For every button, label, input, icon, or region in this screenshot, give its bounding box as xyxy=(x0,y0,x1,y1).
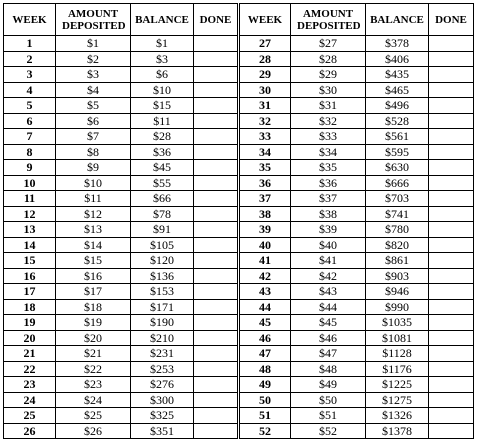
week-left-cell: 4 xyxy=(4,82,56,98)
table-header xyxy=(4,4,474,36)
amount-left-cell: $4 xyxy=(56,82,131,98)
balance-left-cell: $276 xyxy=(131,377,194,393)
week-right-cell: 40 xyxy=(239,237,291,253)
balance-right-cell: $1326 xyxy=(366,408,429,424)
table-row xyxy=(4,129,474,145)
header-week-right: WEEK xyxy=(239,4,291,36)
done-right-checkbox-cell[interactable] xyxy=(429,284,474,300)
balance-right-cell: $528 xyxy=(366,113,429,129)
done-left-checkbox-cell[interactable] xyxy=(194,160,239,176)
week-left-cell: 16 xyxy=(4,268,56,284)
balance-left-cell: $15 xyxy=(131,98,194,114)
week-left-cell: 26 xyxy=(4,423,56,439)
amount-left-cell: $1 xyxy=(56,36,131,52)
week-left-cell: 7 xyxy=(4,129,56,145)
week-right-cell: 49 xyxy=(239,377,291,393)
amount-left-cell: $7 xyxy=(56,129,131,145)
table-row xyxy=(4,423,474,439)
balance-left-cell: $91 xyxy=(131,222,194,238)
balance-right-cell: $946 xyxy=(366,284,429,300)
done-left-checkbox-cell[interactable] xyxy=(194,346,239,362)
balance-right-cell: $703 xyxy=(366,191,429,207)
balance-left-cell: $120 xyxy=(131,253,194,269)
amount-right-cell: $45 xyxy=(291,315,366,331)
table-row xyxy=(4,67,474,83)
week-left-cell: 15 xyxy=(4,253,56,269)
done-right-checkbox-cell[interactable] xyxy=(429,113,474,129)
balance-right-cell: $435 xyxy=(366,67,429,83)
week-right-cell: 32 xyxy=(239,113,291,129)
amount-left-cell: $18 xyxy=(56,299,131,315)
amount-right-cell: $32 xyxy=(291,113,366,129)
table-row xyxy=(4,346,474,362)
done-right-checkbox-cell[interactable] xyxy=(429,408,474,424)
amount-left-cell: $8 xyxy=(56,144,131,160)
table-row xyxy=(4,315,474,331)
done-right-checkbox-cell[interactable] xyxy=(429,98,474,114)
week-left-cell: 22 xyxy=(4,361,56,377)
done-right-checkbox-cell[interactable] xyxy=(429,144,474,160)
week-left-cell: 12 xyxy=(4,206,56,222)
balance-right-cell: $595 xyxy=(366,144,429,160)
done-left-checkbox-cell[interactable] xyxy=(194,51,239,67)
balance-right-cell: $1378 xyxy=(366,423,429,439)
table-row xyxy=(4,299,474,315)
done-left-checkbox-cell[interactable] xyxy=(194,175,239,191)
amount-left-cell: $9 xyxy=(56,160,131,176)
balance-left-cell: $36 xyxy=(131,144,194,160)
amount-left-cell: $2 xyxy=(56,51,131,67)
amount-left-cell: $17 xyxy=(56,284,131,300)
amount-right-cell: $43 xyxy=(291,284,366,300)
done-left-checkbox-cell[interactable] xyxy=(194,330,239,346)
balance-right-cell: $820 xyxy=(366,237,429,253)
done-right-checkbox-cell[interactable] xyxy=(429,253,474,269)
header-amount-left: AMOUNT DEPOSITED xyxy=(56,4,131,36)
week-right-cell: 37 xyxy=(239,191,291,207)
amount-left-cell: $19 xyxy=(56,315,131,331)
done-right-checkbox-cell[interactable] xyxy=(429,51,474,67)
week-left-cell: 3 xyxy=(4,67,56,83)
done-right-checkbox-cell[interactable] xyxy=(429,82,474,98)
balance-left-cell: $55 xyxy=(131,175,194,191)
week-left-cell: 23 xyxy=(4,377,56,393)
table-row xyxy=(4,191,474,207)
balance-left-cell: $6 xyxy=(131,67,194,83)
amount-right-cell: $28 xyxy=(291,51,366,67)
savings-challenge-sheet xyxy=(3,3,474,438)
done-left-checkbox-cell[interactable] xyxy=(194,222,239,238)
table-row xyxy=(4,113,474,129)
balance-left-cell: $325 xyxy=(131,408,194,424)
week-right-cell: 42 xyxy=(239,268,291,284)
balance-left-cell: $105 xyxy=(131,237,194,253)
balance-left-cell: $153 xyxy=(131,284,194,300)
week-left-cell: 25 xyxy=(4,408,56,424)
balance-right-cell: $465 xyxy=(366,82,429,98)
done-left-checkbox-cell[interactable] xyxy=(194,268,239,284)
week-left-cell: 17 xyxy=(4,284,56,300)
week-right-cell: 43 xyxy=(239,284,291,300)
week-right-cell: 38 xyxy=(239,206,291,222)
done-left-checkbox-cell[interactable] xyxy=(194,67,239,83)
week-right-cell: 41 xyxy=(239,253,291,269)
done-right-checkbox-cell[interactable] xyxy=(429,423,474,439)
done-right-checkbox-cell[interactable] xyxy=(429,346,474,362)
done-left-checkbox-cell[interactable] xyxy=(194,253,239,269)
amount-left-cell: $16 xyxy=(56,268,131,284)
week-left-cell: 2 xyxy=(4,51,56,67)
done-left-checkbox-cell[interactable] xyxy=(194,113,239,129)
done-right-checkbox-cell[interactable] xyxy=(429,330,474,346)
header-balance-left: BALANCE xyxy=(131,4,194,36)
week-right-cell: 50 xyxy=(239,392,291,408)
table-body xyxy=(4,36,474,439)
done-right-checkbox-cell[interactable] xyxy=(429,175,474,191)
amount-right-cell: $42 xyxy=(291,268,366,284)
week-right-cell: 36 xyxy=(239,175,291,191)
balance-left-cell: $351 xyxy=(131,423,194,439)
week-right-cell: 31 xyxy=(239,98,291,114)
done-right-checkbox-cell[interactable] xyxy=(429,206,474,222)
amount-left-cell: $21 xyxy=(56,346,131,362)
balance-right-cell: $741 xyxy=(366,206,429,222)
done-left-checkbox-cell[interactable] xyxy=(194,98,239,114)
amount-right-cell: $41 xyxy=(291,253,366,269)
week-left-cell: 6 xyxy=(4,113,56,129)
amount-right-cell: $49 xyxy=(291,377,366,393)
table-row xyxy=(4,160,474,176)
done-right-checkbox-cell[interactable] xyxy=(429,191,474,207)
done-left-checkbox-cell[interactable] xyxy=(194,191,239,207)
header-row xyxy=(4,4,474,36)
balance-right-cell: $1128 xyxy=(366,346,429,362)
done-left-checkbox-cell[interactable] xyxy=(194,299,239,315)
table-row xyxy=(4,36,474,52)
week-right-cell: 28 xyxy=(239,51,291,67)
table-row xyxy=(4,408,474,424)
amount-right-cell: $48 xyxy=(291,361,366,377)
balance-left-cell: $11 xyxy=(131,113,194,129)
week-left-cell: 5 xyxy=(4,98,56,114)
done-right-checkbox-cell[interactable] xyxy=(429,222,474,238)
balance-left-cell: $136 xyxy=(131,268,194,284)
amount-right-cell: $36 xyxy=(291,175,366,191)
done-left-checkbox-cell[interactable] xyxy=(194,423,239,439)
week-left-cell: 8 xyxy=(4,144,56,160)
balance-left-cell: $231 xyxy=(131,346,194,362)
week-right-cell: 45 xyxy=(239,315,291,331)
balance-right-cell: $378 xyxy=(366,36,429,52)
balance-right-cell: $1176 xyxy=(366,361,429,377)
table-row xyxy=(4,82,474,98)
amount-right-cell: $38 xyxy=(291,206,366,222)
week-left-cell: 19 xyxy=(4,315,56,331)
balance-right-cell: $666 xyxy=(366,175,429,191)
done-left-checkbox-cell[interactable] xyxy=(194,408,239,424)
balance-right-cell: $780 xyxy=(366,222,429,238)
done-left-checkbox-cell[interactable] xyxy=(194,36,239,52)
balance-left-cell: $78 xyxy=(131,206,194,222)
week-left-cell: 21 xyxy=(4,346,56,362)
week-right-cell: 30 xyxy=(239,82,291,98)
done-right-checkbox-cell[interactable] xyxy=(429,377,474,393)
balance-right-cell: $630 xyxy=(366,160,429,176)
amount-left-cell: $26 xyxy=(56,423,131,439)
week-left-cell: 14 xyxy=(4,237,56,253)
amount-right-cell: $33 xyxy=(291,129,366,145)
balance-left-cell: $1 xyxy=(131,36,194,52)
table-row xyxy=(4,330,474,346)
done-right-checkbox-cell[interactable] xyxy=(429,160,474,176)
amount-right-cell: $51 xyxy=(291,408,366,424)
done-right-checkbox-cell[interactable] xyxy=(429,67,474,83)
balance-left-cell: $3 xyxy=(131,51,194,67)
balance-right-cell: $1035 xyxy=(366,315,429,331)
done-left-checkbox-cell[interactable] xyxy=(194,129,239,145)
amount-right-cell: $50 xyxy=(291,392,366,408)
amount-right-cell: $44 xyxy=(291,299,366,315)
done-left-checkbox-cell[interactable] xyxy=(194,206,239,222)
table-row xyxy=(4,51,474,67)
balance-left-cell: $300 xyxy=(131,392,194,408)
amount-left-cell: $22 xyxy=(56,361,131,377)
done-left-checkbox-cell[interactable] xyxy=(194,315,239,331)
amount-right-cell: $39 xyxy=(291,222,366,238)
table-row xyxy=(4,206,474,222)
amount-left-cell: $3 xyxy=(56,67,131,83)
week-right-cell: 33 xyxy=(239,129,291,145)
done-right-checkbox-cell[interactable] xyxy=(429,129,474,145)
done-left-checkbox-cell[interactable] xyxy=(194,392,239,408)
week-right-cell: 46 xyxy=(239,330,291,346)
amount-left-cell: $23 xyxy=(56,377,131,393)
table-row xyxy=(4,237,474,253)
amount-right-cell: $47 xyxy=(291,346,366,362)
balance-right-cell: $1275 xyxy=(366,392,429,408)
done-left-checkbox-cell[interactable] xyxy=(194,82,239,98)
amount-right-cell: $27 xyxy=(291,36,366,52)
week-left-cell: 10 xyxy=(4,175,56,191)
amount-left-cell: $11 xyxy=(56,191,131,207)
balance-right-cell: $990 xyxy=(366,299,429,315)
done-right-checkbox-cell[interactable] xyxy=(429,361,474,377)
amount-right-cell: $46 xyxy=(291,330,366,346)
table-row xyxy=(4,144,474,160)
amount-right-cell: $29 xyxy=(291,67,366,83)
amount-left-cell: $5 xyxy=(56,98,131,114)
done-right-checkbox-cell[interactable] xyxy=(429,36,474,52)
header-done-right: DONE xyxy=(429,4,474,36)
done-left-checkbox-cell[interactable] xyxy=(194,284,239,300)
week-right-cell: 29 xyxy=(239,67,291,83)
savings-table xyxy=(3,3,474,439)
done-right-checkbox-cell[interactable] xyxy=(429,237,474,253)
week-left-cell: 24 xyxy=(4,392,56,408)
table-row xyxy=(4,222,474,238)
table-row xyxy=(4,175,474,191)
week-left-cell: 20 xyxy=(4,330,56,346)
amount-right-cell: $31 xyxy=(291,98,366,114)
header-done-left: DONE xyxy=(194,4,239,36)
balance-right-cell: $1225 xyxy=(366,377,429,393)
week-right-cell: 34 xyxy=(239,144,291,160)
amount-left-cell: $20 xyxy=(56,330,131,346)
week-right-cell: 39 xyxy=(239,222,291,238)
balance-left-cell: $253 xyxy=(131,361,194,377)
balance-right-cell: $903 xyxy=(366,268,429,284)
balance-right-cell: $561 xyxy=(366,129,429,145)
header-balance-right: BALANCE xyxy=(366,4,429,36)
balance-right-cell: $496 xyxy=(366,98,429,114)
table-row xyxy=(4,392,474,408)
done-right-checkbox-cell[interactable] xyxy=(429,315,474,331)
header-week-left: WEEK xyxy=(4,4,56,36)
balance-left-cell: $210 xyxy=(131,330,194,346)
week-right-cell: 47 xyxy=(239,346,291,362)
amount-left-cell: $6 xyxy=(56,113,131,129)
done-left-checkbox-cell[interactable] xyxy=(194,361,239,377)
amount-right-cell: $30 xyxy=(291,82,366,98)
week-left-cell: 9 xyxy=(4,160,56,176)
amount-right-cell: $37 xyxy=(291,191,366,207)
week-right-cell: 27 xyxy=(239,36,291,52)
amount-left-cell: $12 xyxy=(56,206,131,222)
table-row xyxy=(4,377,474,393)
done-right-checkbox-cell[interactable] xyxy=(429,299,474,315)
balance-right-cell: $406 xyxy=(366,51,429,67)
amount-right-cell: $35 xyxy=(291,160,366,176)
week-right-cell: 44 xyxy=(239,299,291,315)
done-left-checkbox-cell[interactable] xyxy=(194,144,239,160)
week-right-cell: 48 xyxy=(239,361,291,377)
balance-left-cell: $45 xyxy=(131,160,194,176)
balance-left-cell: $66 xyxy=(131,191,194,207)
amount-left-cell: $10 xyxy=(56,175,131,191)
amount-left-cell: $24 xyxy=(56,392,131,408)
balance-left-cell: $190 xyxy=(131,315,194,331)
done-left-checkbox-cell[interactable] xyxy=(194,237,239,253)
header-amount-right: AMOUNT DEPOSITED xyxy=(291,4,366,36)
balance-right-cell: $1081 xyxy=(366,330,429,346)
balance-left-cell: $10 xyxy=(131,82,194,98)
table-row xyxy=(4,361,474,377)
amount-right-cell: $40 xyxy=(291,237,366,253)
week-right-cell: 52 xyxy=(239,423,291,439)
amount-right-cell: $34 xyxy=(291,144,366,160)
table-row xyxy=(4,284,474,300)
amount-left-cell: $13 xyxy=(56,222,131,238)
balance-right-cell: $861 xyxy=(366,253,429,269)
amount-left-cell: $25 xyxy=(56,408,131,424)
week-left-cell: 13 xyxy=(4,222,56,238)
week-right-cell: 51 xyxy=(239,408,291,424)
done-right-checkbox-cell[interactable] xyxy=(429,268,474,284)
week-left-cell: 18 xyxy=(4,299,56,315)
week-right-cell: 35 xyxy=(239,160,291,176)
table-row xyxy=(4,98,474,114)
week-left-cell: 1 xyxy=(4,36,56,52)
table-row xyxy=(4,268,474,284)
balance-left-cell: $28 xyxy=(131,129,194,145)
table-row xyxy=(4,253,474,269)
amount-left-cell: $15 xyxy=(56,253,131,269)
amount-left-cell: $14 xyxy=(56,237,131,253)
week-left-cell: 11 xyxy=(4,191,56,207)
balance-left-cell: $171 xyxy=(131,299,194,315)
done-left-checkbox-cell[interactable] xyxy=(194,377,239,393)
done-right-checkbox-cell[interactable] xyxy=(429,392,474,408)
amount-right-cell: $52 xyxy=(291,423,366,439)
